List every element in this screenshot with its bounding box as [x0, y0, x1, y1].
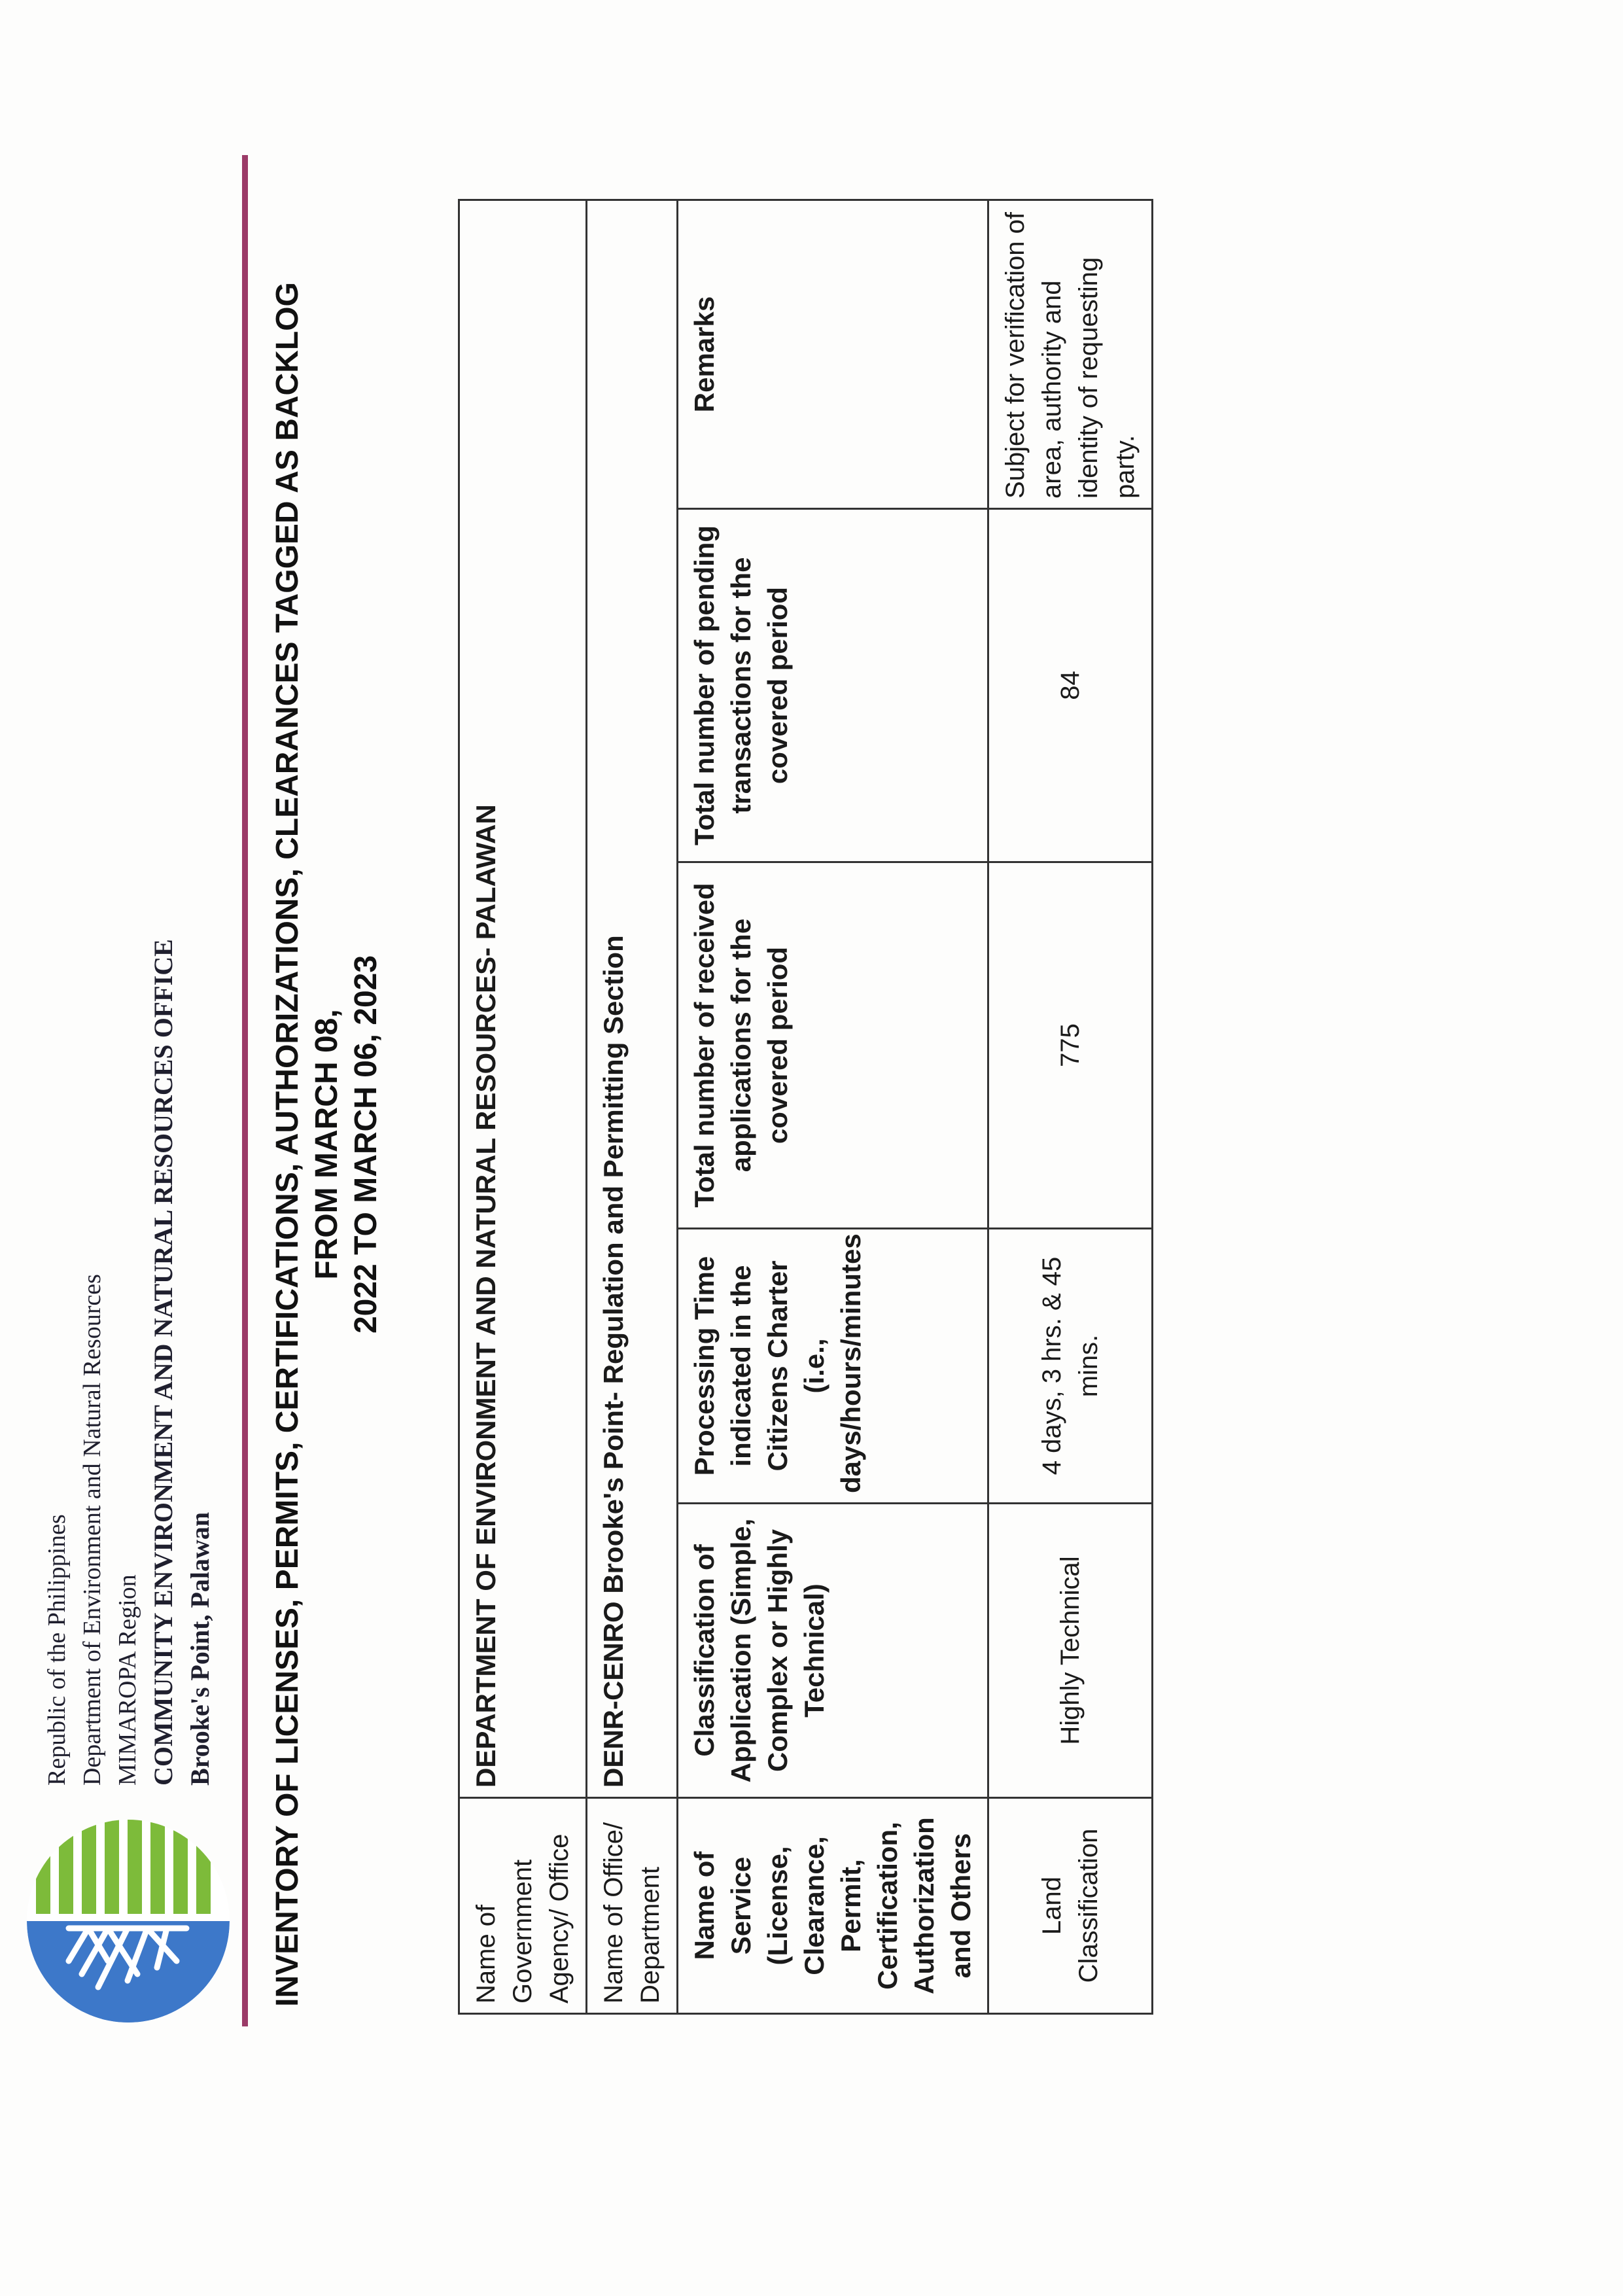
- document-title-line1: INVENTORY OF LICENSES, PERMITS, CERTIFICATIONS, AUTHORIZATIONS, CLEARANCES TAGGED AS BACKLOG FROM MARCH 08,: [270, 282, 344, 2007]
- document-title: [268, 281, 386, 2008]
- letterhead-office: COMMUNITY ENVIRONMENT AND NATURAL RESOURCES OFFICE: [148, 939, 178, 1786]
- letterhead-republic: Republic of the Philippines: [43, 1514, 71, 1786]
- office-row: [587, 200, 678, 2014]
- header-divider: [242, 155, 248, 2026]
- cell-service: Land Classification: [988, 1798, 1153, 2014]
- column-header-row: [678, 200, 988, 2014]
- inventory-table: [458, 199, 1153, 2015]
- cell-pending: 84: [988, 509, 1153, 862]
- office-label: Name of Office/ Department: [587, 1798, 678, 2014]
- column-header-pending: Total number of pending transactions for the covered period: [678, 509, 988, 862]
- table-row: [988, 200, 1153, 2014]
- cell-classification: Highly Technical: [988, 1504, 1153, 1798]
- column-header-remarks: Remarks: [678, 200, 988, 509]
- column-header-service: Name of Service (License, Clearance, Permit, Certification, Authorization and Others: [678, 1798, 988, 2014]
- office-value: DENR-CENRO Brooke's Point- Regulation and Permitting Section: [587, 200, 678, 1798]
- column-header-processing-time: Processing Time indicated in the Citizens Charter (i.e., days/hours/minutes: [678, 1229, 988, 1504]
- column-header-classification: Classification of Application (Simple, Complex or Highly Technical): [678, 1504, 988, 1798]
- cell-received: 775: [988, 862, 1153, 1229]
- agency-value: DEPARTMENT OF ENVIRONMENT AND NATURAL RESOURCES- PALAWAN: [459, 200, 587, 1798]
- agency-row: [459, 200, 587, 2014]
- letterhead: [39, 939, 218, 1786]
- cell-remarks: Subject for verification of area, authority and identity of requesting party.: [988, 200, 1153, 509]
- column-header-received: Total number of received applications for the covered period: [678, 862, 988, 1229]
- letterhead-region: MIMAROPA Region: [114, 1574, 141, 1786]
- agency-label: Name of Government Agency/ Office: [459, 1798, 587, 2014]
- letterhead-location: Brooke's Point, Palawan: [185, 1511, 215, 1786]
- cell-processing-time: 4 days, 3 hrs. & 45 mins.: [988, 1229, 1153, 1504]
- document-title-line2: 2022 TO MARCH 06, 2023: [349, 955, 383, 1334]
- denr-logo-icon: [23, 1816, 234, 2026]
- letterhead-department: Department of Environment and Natural Resources: [79, 1274, 106, 1786]
